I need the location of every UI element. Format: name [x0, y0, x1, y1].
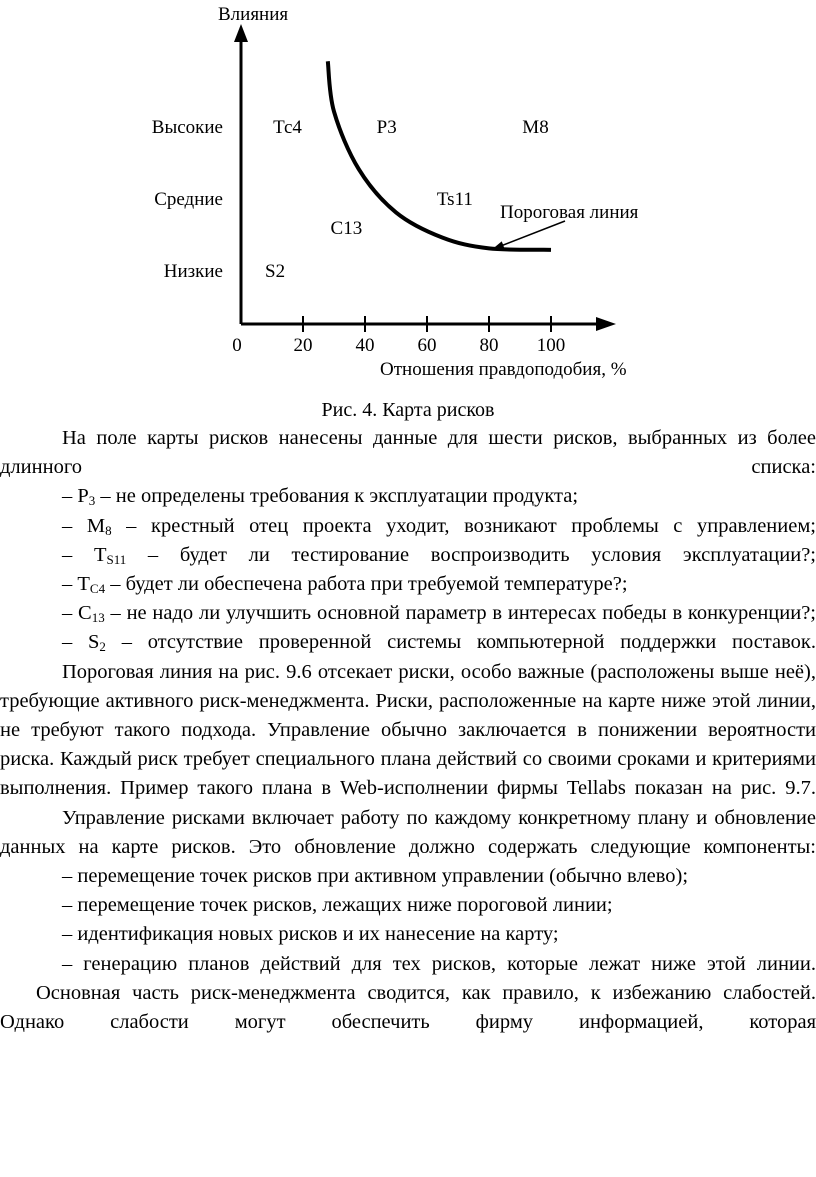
- body-text: [0, 424, 816, 1037]
- risk-point-label: Ts11: [436, 189, 473, 210]
- x-axis-label: Отношения правдоподобия, %: [380, 359, 627, 380]
- y-axis-arrow: [234, 24, 248, 42]
- x-tick-label: 40: [355, 335, 375, 356]
- y-axis-label: Влияния: [218, 4, 289, 25]
- paragraph-management: Управление рисками включает работу по каждому конкретному плану и обновление данных на карте рисков. Это обновление должно содержать следующие компоненты:: [0, 806, 816, 858]
- x-tick-label: 60: [417, 335, 437, 356]
- risk-point-label: Р3: [376, 117, 397, 138]
- paragraph-threshold: Пороговая линия на рис. 9.6 отсекает риски, особо важные (расположены выше неё), требующие активного риск-менеджмента. Риски, расположенные на карте ниже этой линии, не требуют такого подхода. Управление обычно заключается в понижении вероятности риска. Каждый риск требует специального плана действий со своими сроками и критериями выполнения. Пример такого плана в Web-исполнении фирмы Tellabs показан на рис. 9.7.: [0, 660, 816, 800]
- x-axis-arrow: [596, 317, 616, 331]
- update-component-item: – перемещение точек рисков при активном управлении (обычно влево);: [62, 865, 689, 888]
- x-tick-label: 100: [536, 335, 566, 356]
- paragraph-conclusion: Основная часть риск-менеджмента сводится, как правило, к избежанию слабостей. Однако слабости могут обеспечить фирму информацией, которая: [0, 981, 816, 1034]
- risk-point-label: С13: [330, 217, 363, 239]
- paragraph-intro: На поле карты рисков нанесены данные для шести рисков, выбранных из более длинного списка:: [0, 427, 816, 479]
- risk-item: – $Т_{C4}$ – будет ли обеспечена работа при требуемой температуре?;: [62, 573, 628, 597]
- threshold-label: Пороговая линия: [500, 202, 639, 223]
- risk-item: – $Р_3$ – не определены требования к эксплуатации продукта;: [62, 485, 579, 509]
- risk-point-label: S2: [265, 261, 286, 282]
- risk-item: – $С_{13}$ – не надо ли улучшить основной параметр в интересах победы в конкуренции?;: [62, 602, 816, 626]
- figure-caption: Рис. 4. Карта рисков: [321, 399, 495, 421]
- update-component-item: – генерацию планов действий для тех рисков, которые лежат ниже этой линии.: [62, 952, 816, 975]
- y-category-label: Средние: [154, 189, 223, 210]
- risk-point-label: М8: [522, 117, 549, 138]
- update-component-item: – идентификация новых рисков и их нанесение на карту;: [62, 923, 559, 946]
- risk-map-chart: [0, 0, 816, 390]
- x-tick-label: 80: [479, 335, 499, 356]
- threshold-label-pointer: [493, 221, 565, 249]
- risk-item: – $М_8$ – крестный отец проекта уходит, возникают проблемы с управлением;: [62, 514, 816, 538]
- risk-item: – $Т_{S11}$ – будет ли тестирование воспроизводить условия эксплуатации?;: [62, 543, 816, 567]
- risk-list: [0, 482, 816, 657]
- x-tick-label: 0: [232, 335, 242, 356]
- x-tick-label: 20: [293, 335, 313, 356]
- update-component-item: – перемещение точек рисков, лежащих ниже пороговой линии;: [62, 894, 613, 917]
- y-category-label: Низкие: [163, 261, 223, 282]
- y-category-label: Высокие: [151, 117, 223, 138]
- risk-point-label: Тс4: [273, 117, 302, 138]
- update-components-list: [0, 862, 816, 979]
- risk-item: – $S_2$ – отсутствие проверенной системы компьютерной поддержки поставок.: [62, 631, 816, 655]
